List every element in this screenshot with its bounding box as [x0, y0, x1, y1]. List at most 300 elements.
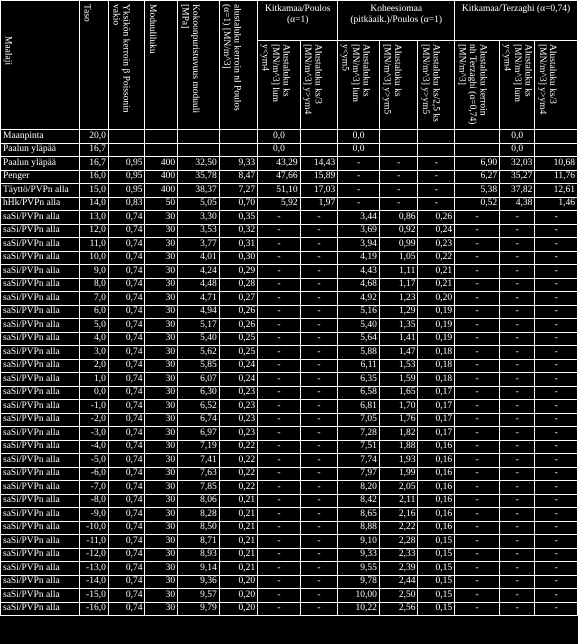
cell-nl-poulos: 0,22: [219, 481, 257, 495]
cell-moduuliluku: 400: [145, 157, 178, 171]
cell-kt-ks3: -: [535, 332, 578, 346]
cell-ko-ks: 9,33: [338, 548, 380, 562]
cell-moduuliluku: 30: [145, 238, 178, 252]
cell-poisson: 0,74: [108, 265, 145, 279]
cell-taso: -1,0: [80, 400, 109, 414]
cell-kt-ks3: -: [535, 521, 578, 535]
cell-kt-ks: -: [500, 238, 535, 252]
cell-kp-ks: -: [258, 454, 300, 468]
cell-kp-ks3: -: [300, 562, 338, 576]
cell-kp-ks3: -: [300, 535, 338, 549]
cell-moduuli: 4,01: [178, 251, 220, 265]
cell-kt-ks: -: [500, 481, 535, 495]
cell-moduuli: 4,24: [178, 265, 220, 279]
cell-ko-ks: 9,10: [338, 535, 380, 549]
cell-taso: 4,0: [80, 332, 109, 346]
table-row: [1, 224, 578, 238]
cell-kt-ks3: -: [535, 413, 578, 427]
cell-maalaji: saSi/PVPn alla: [1, 373, 80, 387]
cell-kp-ks: -: [258, 400, 300, 414]
cell-maalaji: saSi/PVPn alla: [1, 589, 80, 603]
cell-kp-ks3: [300, 143, 338, 157]
cell-moduuli: 6,30: [178, 386, 220, 400]
cell-kp-ks3: -: [300, 332, 338, 346]
cell-kt-ks: -: [500, 427, 535, 441]
table-row: [1, 143, 578, 157]
cell-kt-ks: 0,0: [500, 143, 535, 157]
cell-maalaji: saSi/PVPn alla: [1, 521, 80, 535]
cell-moduuliluku: 30: [145, 251, 178, 265]
cell-moduuli: 5,05: [178, 197, 220, 211]
cell-moduuliluku: 30: [145, 265, 178, 279]
cell-kt-ks3: -: [535, 265, 578, 279]
cell-maalaji: saSi/PVPn alla: [1, 251, 80, 265]
cell-kt-ks: -: [500, 319, 535, 333]
cell-kt-nh: -: [455, 413, 500, 427]
cell-ko-ks-b: 1,05: [379, 251, 418, 265]
cell-ko-ks: 5,40: [338, 319, 380, 333]
cell-kp-ks: -: [258, 562, 300, 576]
cell-ko-ks-b: 2,28: [379, 535, 418, 549]
cell-poisson: 0,74: [108, 548, 145, 562]
cell-kp-ks: -: [258, 265, 300, 279]
cell-moduuli: 5,40: [178, 332, 220, 346]
cell-ko-ks: 7,97: [338, 467, 380, 481]
header-alustaluku-poulos: alustaluku kerroin nl Poulos (α=1) [MN/m^3]: [219, 1, 257, 130]
cell-kt-ks: 35,27: [500, 170, 535, 184]
cell-kt-ks3: -: [535, 548, 578, 562]
cell-maalaji: saSi/PVPn alla: [1, 386, 80, 400]
cell-kt-nh: -: [455, 211, 500, 225]
cell-kp-ks3: -: [300, 494, 338, 508]
cell-taso: -9,0: [80, 508, 109, 522]
cell-ko-ks: 8,42: [338, 494, 380, 508]
cell-poisson: 0,74: [108, 440, 145, 454]
cell-kp-ks: -: [258, 494, 300, 508]
cell-maalaji: saSi/PVPn alla: [1, 548, 80, 562]
table-row: [1, 400, 578, 414]
cell-kp-ks3: -: [300, 521, 338, 535]
cell-kp-ks: 5,92: [258, 197, 300, 211]
cell-kp-ks: -: [258, 535, 300, 549]
cell-nl-poulos: 0,25: [219, 332, 257, 346]
cell-kp-ks: -: [258, 481, 300, 495]
cell-maalaji: Paalun yläpää: [1, 143, 80, 157]
cell-kt-ks: -: [500, 602, 535, 616]
cell-ko-ks25: 0,20: [418, 292, 455, 306]
cell-taso: -5,0: [80, 454, 109, 468]
header-maalaji: Maalaji: [1, 1, 80, 130]
cell-maalaji: saSi/PVPn alla: [1, 238, 80, 252]
cell-kp-ks3: -: [300, 346, 338, 360]
cell-taso: -14,0: [80, 575, 109, 589]
cell-moduuli: 7,41: [178, 454, 220, 468]
cell-kp-ks3: -: [300, 413, 338, 427]
cell-kp-ks3: -: [300, 386, 338, 400]
cell-maalaji: saSi/PVPn alla: [1, 602, 80, 616]
cell-kt-ks3: -: [535, 481, 578, 495]
cell-ko-ks25: 0,15: [418, 589, 455, 603]
cell-moduuliluku: 30: [145, 602, 178, 616]
cell-poisson: 0,95: [108, 157, 145, 171]
cell-taso: 6,0: [80, 305, 109, 319]
cell-ko-ks: 8,65: [338, 508, 380, 522]
cell-poisson: 0,74: [108, 224, 145, 238]
cell-moduuliluku: 30: [145, 562, 178, 576]
cell-ko-ks25: 0,16: [418, 454, 455, 468]
cell-maalaji: saSi/PVPn alla: [1, 224, 80, 238]
cell-moduuli: 4,71: [178, 292, 220, 306]
cell-moduuli: 38,37: [178, 184, 220, 198]
cell-maalaji: saSi/PVPn alla: [1, 278, 80, 292]
cell-kp-ks: -: [258, 589, 300, 603]
cell-kp-ks3: -: [300, 454, 338, 468]
cell-ko-ks25: -: [418, 157, 455, 171]
cell-kp-ks3: -: [300, 440, 338, 454]
cell-kp-ks3: -: [300, 481, 338, 495]
group-kitkamaa-poulos: Kitkamaa/Poulos (α=1): [258, 1, 338, 41]
cell-poisson: 0,74: [108, 602, 145, 616]
cell-kp-ks: -: [258, 305, 300, 319]
cell-taso: 1,0: [80, 373, 109, 387]
cell-ko-ks-b: 1,99: [379, 467, 418, 481]
cell-ko-ks25: 0,21: [418, 265, 455, 279]
cell-kp-ks3: -: [300, 292, 338, 306]
cell-ko-ks25: 0,18: [418, 346, 455, 360]
cell-poisson: 0,95: [108, 170, 145, 184]
cell-maalaji: saSi/PVPn alla: [1, 305, 80, 319]
cell-kp-ks3: 15,89: [300, 170, 338, 184]
header-kt-ks3-ym4: Alustaluku ks/3 [MN/m^3] y>ym4: [535, 41, 578, 130]
cell-ko-ks-b: 1,29: [379, 305, 418, 319]
table-row: [1, 440, 578, 454]
cell-kt-ks: -: [500, 508, 535, 522]
cell-ko-ks25: 0,15: [418, 602, 455, 616]
table-row: [1, 359, 578, 373]
cell-ko-ks-b: 1,65: [379, 386, 418, 400]
cell-ko-ks25: 0,17: [418, 413, 455, 427]
cell-kp-ks: -: [258, 319, 300, 333]
table-row: [1, 157, 578, 171]
cell-nl-poulos: 0,26: [219, 305, 257, 319]
cell-ko-ks-b: 1,47: [379, 346, 418, 360]
cell-moduuli: 32,50: [178, 157, 220, 171]
cell-ko-ks25: 0,18: [418, 373, 455, 387]
table-row: [1, 386, 578, 400]
table-row: [1, 494, 578, 508]
cell-nl-poulos: 9,33: [219, 157, 257, 171]
cell-maalaji: saSi/PVPn alla: [1, 535, 80, 549]
cell-maalaji: saSi/PVPn alla: [1, 413, 80, 427]
table-row: [1, 454, 578, 468]
cell-kp-ks: -: [258, 346, 300, 360]
cell-kt-nh: -: [455, 427, 500, 441]
cell-kp-ks: -: [258, 211, 300, 225]
cell-poisson: 0,74: [108, 292, 145, 306]
cell-ko-ks: 3,69: [338, 224, 380, 238]
cell-kt-ks: -: [500, 589, 535, 603]
cell-kp-ks: -: [258, 386, 300, 400]
cell-kp-ks3: -: [300, 359, 338, 373]
cell-moduuliluku: 30: [145, 589, 178, 603]
table-row: [1, 589, 578, 603]
cell-taso: 7,0: [80, 292, 109, 306]
cell-maalaji: saSi/PVPn alla: [1, 211, 80, 225]
cell-maalaji: saSi/PVPn alla: [1, 481, 80, 495]
table-row: [1, 575, 578, 589]
cell-moduuliluku: 30: [145, 521, 178, 535]
cell-moduuliluku: 30: [145, 508, 178, 522]
cell-ko-ks: -: [338, 157, 380, 171]
cell-taso: -3,0: [80, 427, 109, 441]
cell-kt-nh: -: [455, 602, 500, 616]
cell-kt-ks: -: [500, 494, 535, 508]
cell-nl-poulos: 0,22: [219, 454, 257, 468]
cell-moduuliluku: 30: [145, 413, 178, 427]
cell-ko-ks25: 0,17: [418, 427, 455, 441]
cell-kt-ks3: -: [535, 427, 578, 441]
cell-taso: 16,7: [80, 143, 109, 157]
cell-ko-ks25: 0,21: [418, 278, 455, 292]
table-row: [1, 535, 578, 549]
cell-kt-ks3: -: [535, 440, 578, 454]
cell-kt-nh: -: [455, 508, 500, 522]
cell-kt-ks: -: [500, 251, 535, 265]
cell-moduuli: 6,07: [178, 373, 220, 387]
cell-poisson: 0,74: [108, 454, 145, 468]
cell-kp-ks: -: [258, 427, 300, 441]
cell-kt-ks: -: [500, 386, 535, 400]
cell-moduuliluku: 30: [145, 211, 178, 225]
cell-taso: 0,0: [80, 386, 109, 400]
cell-poisson: [108, 130, 145, 144]
cell-moduuli: 7,19: [178, 440, 220, 454]
cell-kt-nh: -: [455, 251, 500, 265]
cell-ko-ks: 6,58: [338, 386, 380, 400]
table-row: [1, 278, 578, 292]
cell-ko-ks25: 0,22: [418, 251, 455, 265]
cell-ko-ks-b: 0,86: [379, 211, 418, 225]
cell-kt-ks3: -: [535, 589, 578, 603]
cell-moduuli: 6,97: [178, 427, 220, 441]
cell-kp-ks: 43,29: [258, 157, 300, 171]
cell-ko-ks25: 0,15: [418, 562, 455, 576]
cell-kt-nh: -: [455, 346, 500, 360]
cell-kt-ks: -: [500, 521, 535, 535]
cell-ko-ks25: 0,19: [418, 332, 455, 346]
cell-moduuli: 8,71: [178, 535, 220, 549]
cell-ko-ks-b: 2,50: [379, 589, 418, 603]
cell-taso: 20,0: [80, 130, 109, 144]
cell-poisson: [108, 143, 145, 157]
cell-taso: -15,0: [80, 589, 109, 603]
cell-ko-ks-b: 0,99: [379, 238, 418, 252]
cell-moduuliluku: 30: [145, 575, 178, 589]
cell-poisson: 0,74: [108, 481, 145, 495]
table-row: [1, 562, 578, 576]
table-row: [1, 548, 578, 562]
cell-kt-ks: -: [500, 575, 535, 589]
cell-ko-ks: 4,43: [338, 265, 380, 279]
cell-nl-poulos: 0,21: [219, 494, 257, 508]
cell-nl-poulos: 0,20: [219, 575, 257, 589]
cell-kp-ks3: 14,43: [300, 157, 338, 171]
cell-taso: -12,0: [80, 548, 109, 562]
cell-ko-ks-b: 2,16: [379, 508, 418, 522]
cell-ko-ks-b: 1,41: [379, 332, 418, 346]
cell-kp-ks3: -: [300, 467, 338, 481]
cell-moduuli: 5,17: [178, 319, 220, 333]
cell-ko-ks: 0,0: [338, 143, 380, 157]
cell-moduuliluku: 30: [145, 386, 178, 400]
cell-nl-poulos: 0,21: [219, 548, 257, 562]
cell-moduuliluku: 30: [145, 467, 178, 481]
cell-maalaji: saSi/PVPn alla: [1, 454, 80, 468]
cell-nl-poulos: 0,20: [219, 589, 257, 603]
cell-nl-poulos: 0,23: [219, 427, 257, 441]
cell-ko-ks: 10,22: [338, 602, 380, 616]
cell-taso: -4,0: [80, 440, 109, 454]
cell-kt-nh: -: [455, 589, 500, 603]
cell-ko-ks: 8,20: [338, 481, 380, 495]
cell-ko-ks25: 0,18: [418, 359, 455, 373]
cell-moduuliluku: 30: [145, 440, 178, 454]
cell-moduuli: 9,79: [178, 602, 220, 616]
cell-ko-ks: -: [338, 184, 380, 198]
cell-kp-ks3: -: [300, 602, 338, 616]
cell-kt-nh: 0,52: [455, 197, 500, 211]
cell-kt-ks3: [535, 130, 578, 144]
cell-kp-ks: -: [258, 373, 300, 387]
cell-taso: 5,0: [80, 319, 109, 333]
cell-nl-poulos: [219, 143, 257, 157]
cell-kt-ks3: -: [535, 238, 578, 252]
cell-ko-ks25: 0,26: [418, 211, 455, 225]
cell-moduuliluku: 30: [145, 278, 178, 292]
cell-moduuli: 6,74: [178, 413, 220, 427]
group-koheesiomaa-poulos: Koheesiomaa (pitkäaik.)/Poulos (α=1): [338, 1, 455, 41]
cell-moduuli: 4,94: [178, 305, 220, 319]
cell-taso: 3,0: [80, 346, 109, 360]
cell-ko-ks-b: 2,56: [379, 602, 418, 616]
cell-nl-poulos: 0,25: [219, 346, 257, 360]
cell-poisson: 0,74: [108, 278, 145, 292]
cell-ko-ks-b: 1,76: [379, 413, 418, 427]
cell-nl-poulos: 0,26: [219, 319, 257, 333]
cell-kt-nh: -: [455, 305, 500, 319]
cell-poisson: 0,74: [108, 535, 145, 549]
cell-nl-poulos: 0,32: [219, 224, 257, 238]
cell-ko-ks: -: [338, 197, 380, 211]
cell-ko-ks: 7,28: [338, 427, 380, 441]
cell-ko-ks-b: 2,11: [379, 494, 418, 508]
cell-nl-poulos: 0,21: [219, 535, 257, 549]
table-row: [1, 413, 578, 427]
cell-moduuli: 8,06: [178, 494, 220, 508]
cell-kt-nh: -: [455, 265, 500, 279]
cell-ko-ks25: 0,15: [418, 575, 455, 589]
cell-kt-nh: [455, 143, 500, 157]
cell-ko-ks25: [418, 143, 455, 157]
cell-moduuliluku: 400: [145, 170, 178, 184]
cell-taso: 16,7: [80, 157, 109, 171]
cell-maalaji: saSi/PVPn alla: [1, 562, 80, 576]
cell-taso: 16,0: [80, 170, 109, 184]
cell-poisson: 0,74: [108, 413, 145, 427]
cell-poisson: 0,74: [108, 305, 145, 319]
cell-kp-ks: -: [258, 278, 300, 292]
cell-kp-ks3: -: [300, 548, 338, 562]
cell-ko-ks: 6,35: [338, 373, 380, 387]
cell-ko-ks25: -: [418, 197, 455, 211]
cell-maalaji: saSi/PVPn alla: [1, 319, 80, 333]
cell-moduuliluku: 30: [145, 454, 178, 468]
cell-ko-ks25: -: [418, 184, 455, 198]
cell-ko-ks-b: 2,05: [379, 481, 418, 495]
cell-moduuli: [178, 143, 220, 157]
cell-kp-ks: 0,0: [258, 143, 300, 157]
cell-ko-ks-b: 1,53: [379, 359, 418, 373]
cell-kt-ks3: 11,76: [535, 170, 578, 184]
cell-kp-ks3: -: [300, 373, 338, 387]
cell-kp-ks3: -: [300, 278, 338, 292]
cell-poisson: 0,74: [108, 427, 145, 441]
cell-nl-poulos: 0,21: [219, 508, 257, 522]
cell-moduuli: 35,78: [178, 170, 220, 184]
cell-poisson: 0,74: [108, 251, 145, 265]
cell-kt-ks: 37,82: [500, 184, 535, 198]
table-row: [1, 319, 578, 333]
cell-kt-nh: -: [455, 535, 500, 549]
cell-maalaji: Täyttö/PVPn alla: [1, 184, 80, 198]
cell-kp-ks: 51,10: [258, 184, 300, 198]
cell-poisson: 0,74: [108, 211, 145, 225]
cell-ko-ks25: 0,16: [418, 521, 455, 535]
cell-kt-ks: -: [500, 359, 535, 373]
cell-kt-nh: -: [455, 224, 500, 238]
cell-kt-ks: -: [500, 211, 535, 225]
cell-kp-ks3: -: [300, 319, 338, 333]
cell-kt-ks: -: [500, 400, 535, 414]
table-row: [1, 467, 578, 481]
cell-nl-poulos: 0,21: [219, 562, 257, 576]
cell-moduuliluku: [145, 143, 178, 157]
table-row: [1, 211, 578, 225]
cell-kt-ks: -: [500, 332, 535, 346]
cell-moduuli: 8,28: [178, 508, 220, 522]
cell-taso: -8,0: [80, 494, 109, 508]
cell-taso: 13,0: [80, 211, 109, 225]
cell-kt-nh: -: [455, 292, 500, 306]
cell-kt-ks: -: [500, 224, 535, 238]
cell-moduuli: 3,77: [178, 238, 220, 252]
cell-moduuli: 7,85: [178, 481, 220, 495]
cell-kp-ks3: -: [300, 224, 338, 238]
cell-kp-ks3: -: [300, 265, 338, 279]
cell-ko-ks-b: 1,11: [379, 265, 418, 279]
cell-taso: -10,0: [80, 521, 109, 535]
cell-kp-ks: -: [258, 508, 300, 522]
cell-nl-poulos: 0,27: [219, 292, 257, 306]
cell-ko-ks: 5,64: [338, 332, 380, 346]
cell-kt-ks: -: [500, 278, 535, 292]
cell-maalaji: saSi/PVPn alla: [1, 292, 80, 306]
cell-ko-ks: 5,88: [338, 346, 380, 360]
cell-kt-ks: -: [500, 305, 535, 319]
cell-ko-ks: 4,92: [338, 292, 380, 306]
cell-maalaji: Penger: [1, 170, 80, 184]
cell-kt-ks: -: [500, 292, 535, 306]
